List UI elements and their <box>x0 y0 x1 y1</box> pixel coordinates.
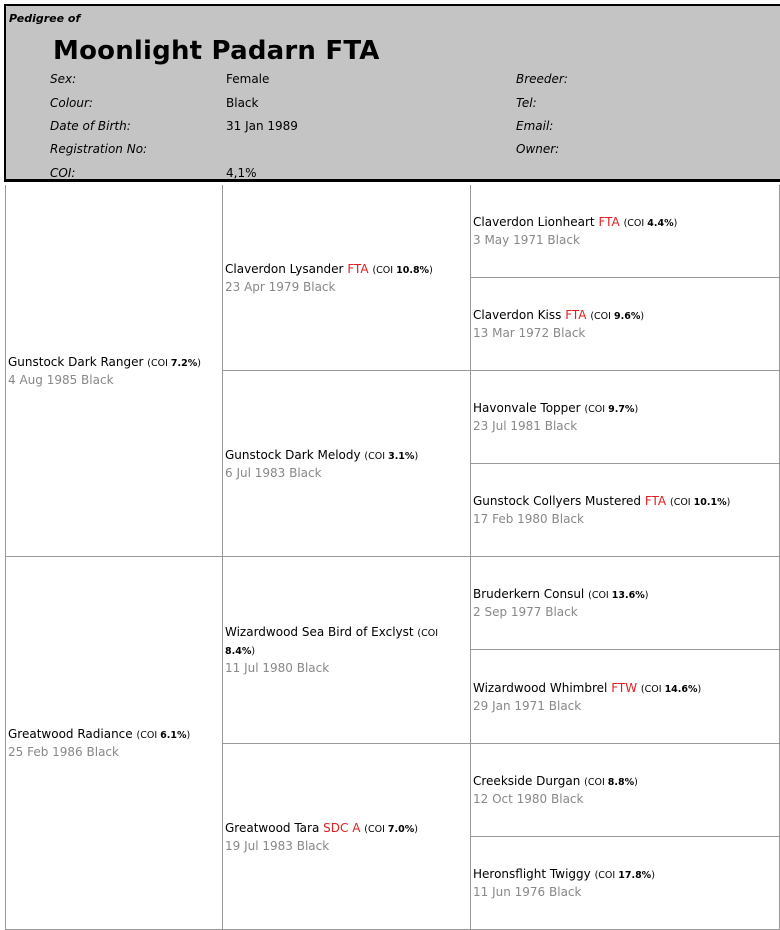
coi-prefix: (COI <box>640 683 662 695</box>
ancestor-cell-sdd <box>471 464 780 557</box>
ancestor-name-line <box>473 586 777 604</box>
ancestor-coi <box>641 684 701 695</box>
ancestor-cell-ssd <box>471 278 780 371</box>
ancestor-name-line <box>473 773 777 791</box>
ancestor-details: 17 Feb 1980 Black <box>473 512 584 526</box>
coi-value: 7.0% <box>387 823 415 835</box>
ancestor-details: 29 Jan 1971 Black <box>473 698 582 713</box>
ancestor-title: FTA <box>347 261 369 276</box>
dob-label: Date of Birth: <box>50 119 131 133</box>
coi-prefix: (COI <box>588 590 609 601</box>
ancestor-coi <box>364 451 418 462</box>
ancestor-title: FTA <box>644 494 667 508</box>
tel-label: Tel: <box>516 96 537 110</box>
coi-suffix: ) <box>673 218 678 229</box>
ancestor-name: Creekside Durgan <box>473 774 581 788</box>
coi-prefix: (COI <box>364 450 386 462</box>
ancestor-name: Claverdon Kiss <box>473 308 562 322</box>
ancestor-coi <box>147 358 201 369</box>
ancestor-coi <box>584 404 638 415</box>
ancestor-cell-sire <box>5 185 223 557</box>
ancestor-details: 25 Feb 1986 Black <box>8 745 119 759</box>
coi-suffix: ) <box>644 590 649 601</box>
coi-suffix: ) <box>651 870 655 881</box>
ancestor-details: 4 Aug 1985 Black <box>8 372 114 387</box>
dob-value: 31 Jan 1989 <box>226 119 298 133</box>
ancestor-cell-dsd <box>471 650 780 744</box>
coi-prefix: (COI <box>590 311 611 322</box>
ancestor-details: 6 Jul 1983 Black <box>225 465 322 480</box>
coi-value: 13.6% <box>611 590 645 601</box>
ancestor-title: FTA <box>598 215 620 229</box>
coi-suffix: ) <box>414 823 418 835</box>
ancestor-coi <box>588 590 648 601</box>
ancestor-title: FTW <box>611 680 638 695</box>
ancestor-name: Wizardwood Whimbrel <box>473 680 608 695</box>
coi-prefix: (COI <box>594 870 616 881</box>
ancestor-details: 23 Apr 1979 Black <box>225 279 336 294</box>
ancestor-cell-dss <box>471 557 780 650</box>
ancestor-name-line <box>8 726 220 744</box>
coi-prefix: (COI <box>417 628 439 639</box>
coi-value: 7.2% <box>170 357 198 369</box>
pedigree-header <box>4 4 780 182</box>
coi-prefix: (COI <box>584 777 605 788</box>
ancestor-name-line <box>225 261 468 279</box>
coi-suffix: ) <box>414 450 419 462</box>
coi-suffix: ) <box>429 264 433 276</box>
ancestor-details: 11 Jun 1976 Black <box>473 885 582 899</box>
ancestor-details: 19 Jul 1983 Black <box>225 838 330 853</box>
coi-suffix: ) <box>726 497 731 508</box>
registration-label: Registration No: <box>50 142 148 156</box>
coi-value: 4.4% <box>647 218 674 229</box>
coi-suffix: ) <box>634 777 638 788</box>
coi-suffix: ) <box>640 311 645 322</box>
coi-value: 4,1% <box>226 166 257 180</box>
coi-prefix: (COI <box>147 357 168 369</box>
ancestor-name: Gunstock Dark Melody <box>225 447 361 462</box>
coi-value: 9.7% <box>608 404 635 415</box>
colour-label: Colour: <box>50 96 93 110</box>
ancestor-details: 11 Jul 1980 Black <box>225 661 330 675</box>
ancestor-coi <box>364 824 418 835</box>
coi-value: 10.8% <box>396 264 430 276</box>
owner-label: Owner: <box>516 142 560 156</box>
ancestor-name-line <box>225 624 468 660</box>
coi-value: 3.1% <box>388 450 415 462</box>
ancestor-cell-dd <box>223 744 471 930</box>
ancestor-name: Wizardwood Sea Bird of Exclyst <box>225 625 414 639</box>
ancestor-name: Bruderkern Consul <box>473 587 585 601</box>
ancestor-coi <box>372 265 432 276</box>
ancestor-name: Havonvale Topper <box>473 401 581 415</box>
ancestor-title: SDC A <box>323 820 361 835</box>
sex-label: Sex: <box>50 72 77 86</box>
coi-value: 9.6% <box>613 311 641 322</box>
ancestor-name-line <box>473 307 777 325</box>
ancestor-details: 2 Sep 1977 Black <box>473 605 578 619</box>
ancestor-name-line <box>225 820 468 838</box>
coi-prefix: (COI <box>364 823 385 835</box>
coi-suffix: ) <box>251 646 256 657</box>
coi-value: 10.1% <box>693 497 727 508</box>
coi-prefix: (COI <box>136 730 158 741</box>
ancestor-name-line <box>473 214 777 232</box>
ancestor-name-line <box>473 493 777 511</box>
ancestor-name: Claverdon Lionheart <box>473 215 595 229</box>
ancestor-cell-sd <box>223 371 471 557</box>
coi-suffix: ) <box>634 404 639 415</box>
ancestor-name: Greatwood Tara <box>225 820 320 835</box>
ancestor-name: Heronsflight Twiggy <box>473 867 591 881</box>
ancestor-coi <box>584 777 638 788</box>
pedigree-grid <box>5 185 780 930</box>
ancestor-name-line <box>473 680 777 698</box>
sex-value: Female <box>226 72 270 86</box>
ancestor-name-line <box>473 400 777 418</box>
coi-value: 6.1% <box>160 730 187 741</box>
ancestor-cell-dds <box>471 744 780 837</box>
coi-value: 14.6% <box>664 683 698 695</box>
ancestor-cell-ds <box>223 557 471 744</box>
ancestor-coi <box>137 730 191 741</box>
header-label: Pedigree of <box>9 12 81 25</box>
ancestor-title: FTA <box>565 308 587 322</box>
coi-value: 8.8% <box>607 777 635 788</box>
coi-label: COI: <box>50 166 76 180</box>
coi-suffix: ) <box>186 730 191 741</box>
ancestor-name: Claverdon Lysander <box>225 261 344 276</box>
ancestor-coi <box>624 218 678 229</box>
ancestor-cell-sds <box>471 371 780 464</box>
ancestor-name: Gunstock Collyers Mustered <box>473 494 642 508</box>
ancestor-name: Greatwood Radiance <box>8 727 133 741</box>
coi-prefix: (COI <box>584 404 606 415</box>
ancestor-coi <box>595 870 655 881</box>
colour-value: Black <box>226 96 259 110</box>
ancestor-details: 13 Mar 1972 Black <box>473 326 586 340</box>
coi-suffix: ) <box>697 683 702 695</box>
ancestor-cell-sss <box>471 185 780 278</box>
coi-suffix: ) <box>197 357 201 369</box>
ancestor-name: Gunstock Dark Ranger <box>8 354 144 369</box>
ancestor-cell-dam <box>5 557 223 930</box>
ancestor-details: 23 Jul 1981 Black <box>473 419 578 433</box>
coi-prefix: (COI <box>623 218 645 229</box>
ancestor-details: 3 May 1971 Black <box>473 233 580 247</box>
ancestor-details: 12 Oct 1980 Black <box>473 792 584 806</box>
breeder-label: Breeder: <box>516 72 568 86</box>
ancestor-cell-ddd <box>471 837 780 930</box>
email-label: Email: <box>516 119 554 133</box>
coi-prefix: (COI <box>372 264 394 276</box>
coi-value: 17.8% <box>618 870 652 881</box>
ancestor-coi <box>590 311 644 322</box>
ancestor-coi <box>670 497 730 508</box>
ancestor-cell-ss <box>223 185 471 371</box>
ancestor-name-line <box>225 447 468 465</box>
ancestor-name-line <box>473 866 777 884</box>
coi-value: 8.4% <box>225 646 252 657</box>
dog-name-title: Moonlight Padarn FTA <box>53 36 380 66</box>
ancestor-name-line <box>8 354 220 372</box>
coi-prefix: (COI <box>669 497 691 508</box>
